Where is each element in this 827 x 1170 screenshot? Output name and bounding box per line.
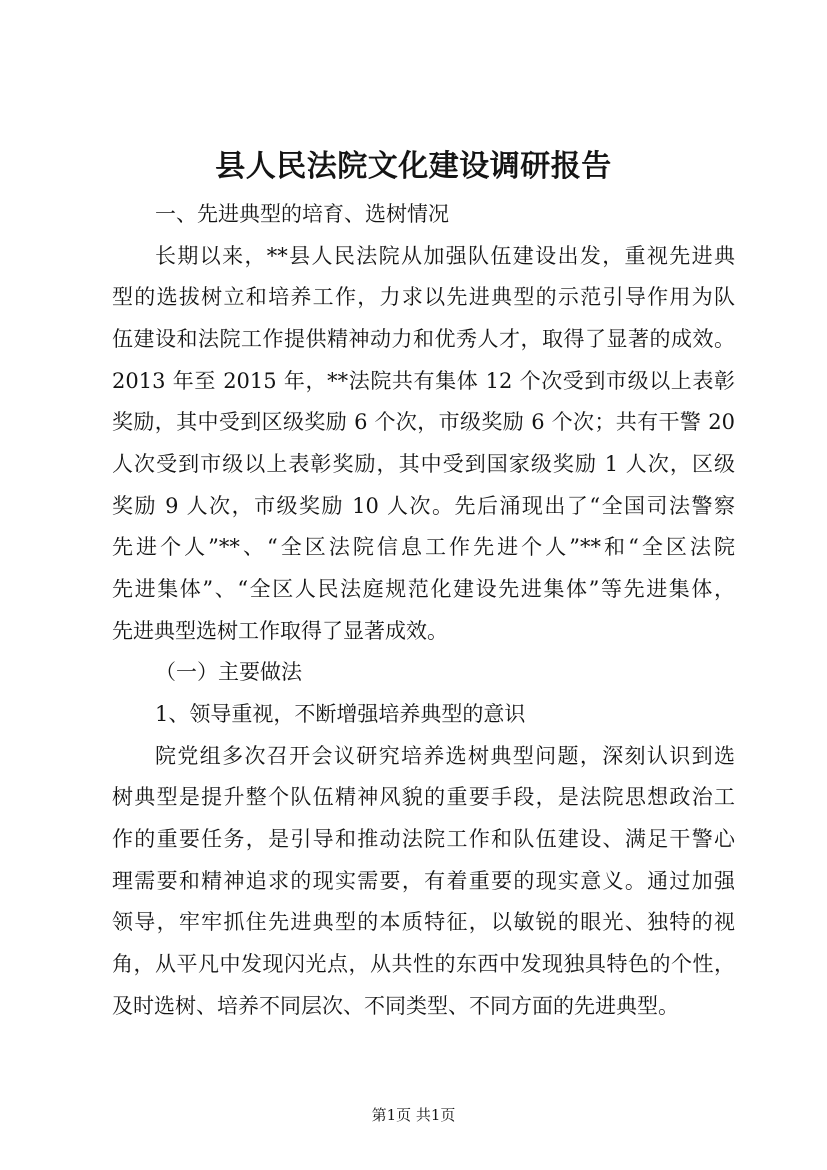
paragraph-line: 先进集体”、“全区人民法庭规范化建设先进集体”等先进集体，: [112, 577, 735, 602]
item-heading: 1、领导重视，不断增强培养典型的意识: [155, 702, 526, 727]
paragraph-line: 先进典型选树工作取得了显著成效。: [112, 618, 448, 643]
paragraph-line: 先进个人”**、“全区法院信息工作先进个人”**和“全区法院: [112, 535, 735, 560]
paragraph-line: 树典型是提升整个队伍精神风貌的重要手段，是法院思想政治工: [112, 785, 735, 810]
paragraph-line: 理需要和精神追求的现实需要，有着重要的现实意义。通过加强: [112, 868, 735, 893]
paragraph-line: 院党组多次召开会议研究培养选树典型问题，深刻认识到选: [155, 743, 735, 768]
subsection-heading: （一）主要做法: [155, 660, 302, 685]
paragraph-line: 奖励，其中受到区级奖励 6 个次，市级奖励 6 个次；共有干警 20: [112, 410, 735, 435]
paragraph-line: 型的选拔树立和培养工作，力求以先进典型的示范引导作用为队: [112, 285, 735, 310]
section-heading: 一、先进典型的培育、选树情况: [155, 202, 449, 226]
paragraph-line: 长期以来，**县人民法院从加强队伍建设出发，重视先进典: [155, 243, 735, 268]
paragraph-2: [112, 736, 735, 1028]
paragraph-1: [112, 236, 735, 653]
page-footer: 第1页 共1页: [371, 1106, 456, 1124]
paragraph-line: 领导，牢牢抓住先进典型的本质特征，以敏锐的眼光、独特的视: [112, 910, 735, 935]
paragraph-line: 人次受到市级以上表彰奖励，其中受到国家级奖励 1 人次，区级: [112, 452, 735, 477]
paragraph-line: 角，从平凡中发现闪光点，从共性的东西中发现独具特色的个性，: [112, 952, 735, 977]
paragraph-line: 奖励 9 人次，市级奖励 10 人次。先后涌现出了“全国司法警察: [112, 493, 735, 518]
paragraph-line: 2013 年至 2015 年，**法院共有集体 12 个次受到市级以上表彰: [112, 368, 735, 393]
document-body: [112, 194, 735, 1027]
paragraph-line: 伍建设和法院工作提供精神动力和优秀人才，取得了显著的成效。: [112, 327, 735, 352]
document-title: 县人民法院文化建设调研报告: [215, 149, 612, 184]
paragraph-line: 作的重要任务，是引导和推动法院工作和队伍建设、满足干警心: [112, 827, 735, 852]
paragraph-line: 及时选树、培养不同层次、不同类型、不同方面的先进典型。: [112, 993, 679, 1018]
